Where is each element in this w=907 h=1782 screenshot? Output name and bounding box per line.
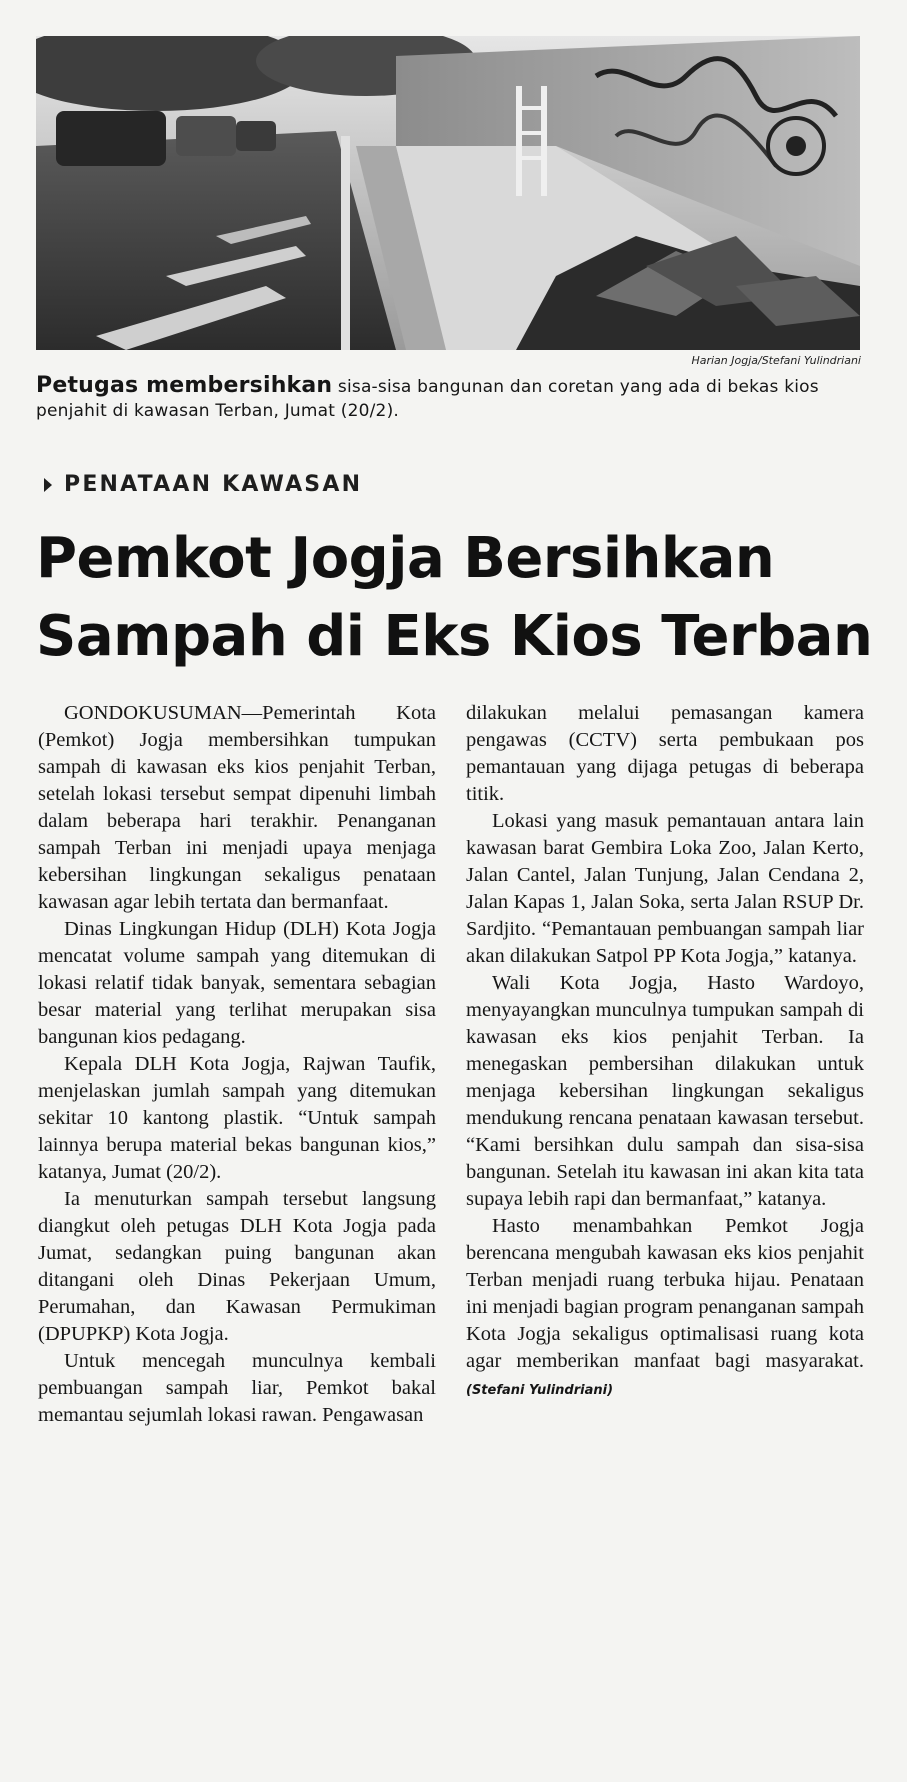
rubric-label: PENATAAN KAWASAN <box>64 472 363 497</box>
photo-caption <box>36 374 866 423</box>
headline-line-2: Sampah di Eks Kios Terban <box>36 604 873 669</box>
news-photo <box>36 36 860 350</box>
article-paragraph: Kepala DLH Kota Jogja, Rajwan Taufik, menjelaskan jumlah sampah yang ditemukan sekitar 10 kantong plastik. “Untuk sampah lainnya berupa material bekas bangunan kios,” katanya, Jumat (20/2). <box>38 1053 436 1183</box>
article-paragraph: Wali Kota Jogja, Hasto Wardoyo, menyayangkan munculnya tumpukan sampah di kawasan eks kios penjahit Terban. Ia menegaskan pembersihan dilakukan untuk menjaga kebersihan lingkungan sekaligus mendukung rencana penataan kawasan tersebut. “Kami bersihkan dulu sampah dan sisa-sisa bangunan. Setelah itu kawasan ini akan kita tata supaya lebih rapi dan bermanfaat,” katanya. <box>466 972 864 1210</box>
article-paragraph: Ia menuturkan sampah tersebut langsung diangkut oleh petugas DLH Kota Jogja pada Jumat, sedangkan puing bangunan akan ditangani oleh Dinas Pekerjaan Umum, Perumahan, dan Kawasan Permukiman (DPUPKP) Kota Jogja. <box>38 1188 436 1345</box>
caption-lead: Petugas membersihkan <box>36 373 333 398</box>
caption-text: sisa-sisa bangunan dan coretan yang ada di bekas kios penjahit di kawasan Terban, Jumat (20/2). <box>36 377 819 421</box>
headline-line-1: Pemkot Jogja Bersihkan <box>36 526 775 591</box>
article-column-left <box>38 700 436 1429</box>
article-paragraph-text: Hasto menambahkan Pemkot Jogja berencana mengubah kawasan eks kios penjahit Terban menjadi ruang terbuka hijau. Penataan ini menjadi bagian program penanganan sampah Kota Jogja sekaligus optimalisasi ruang kota agar memberikan manfaat bagi masyarakat. <box>466 1215 864 1372</box>
article-paragraph <box>466 1213 864 1404</box>
article-paragraph: Untuk mencegah munculnya kembali pembuangan sampah liar, Pemkot bakal memantau sejumlah lokasi rawan. Pengawasan <box>38 1350 436 1426</box>
section-rubric <box>44 472 362 497</box>
headline <box>36 520 876 676</box>
article-paragraph: Lokasi yang masuk pemantauan antara lain kawasan barat Gembira Loka Zoo, Jalan Kerto, Jalan Cantel, Jalan Tunjung, Jalan Cendana 2, Jalan Kapas 1, Jalan Soka, serta Jalan RSUP Dr. Sardjito. “Pemantauan pembuangan sampah liar akan dilakukan Satpol PP Kota Jogja,” katanya. <box>466 810 864 967</box>
photo-credit: Harian Jogja/Stefani Yulindriani <box>691 354 861 367</box>
article-paragraph: Dinas Lingkungan Hidup (DLH) Kota Jogja mencatat volume sampah yang ditemukan di lokasi relatif tidak banyak, sementara sebagian besar material yang terlihat merupakan sisa bangunan kios pedagang. <box>38 918 436 1048</box>
triangle-right-icon <box>44 478 52 492</box>
street-photo-illustration <box>36 36 860 350</box>
byline: (Stefani Yulindriani) <box>466 1383 614 1398</box>
article-paragraph: dilakukan melalui pemasangan kamera pengawas (CCTV) serta pembukaan pos pemantauan yang dijaga petugas di beberapa titik. <box>466 702 864 805</box>
article-paragraph: GONDOKUSUMAN—Pemerintah Kota (Pemkot) Jogja membersihkan tumpukan sampah di kawasan eks kios penjahit Terban, setelah lokasi tersebut sempat dipenuhi limbah dalam beberapa hari terakhir. Penanganan sampah Terban ini menjadi upaya menjaga kebersihan lingkungan sekaligus penataan kawasan agar lebih tertata dan bermanfaat. <box>38 702 436 913</box>
article-column-right <box>466 700 864 1404</box>
